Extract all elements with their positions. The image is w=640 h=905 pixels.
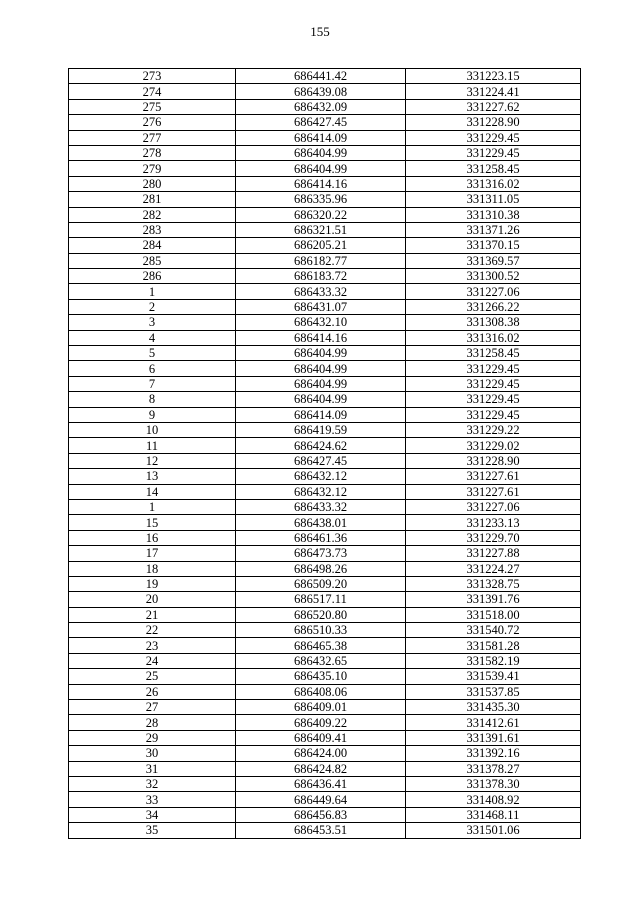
table-row (69, 176, 581, 191)
page-number: 155 (310, 24, 330, 39)
y-coordinate-cell: 331316.02 (406, 176, 581, 191)
table-row (69, 561, 581, 576)
y-coordinate-cell: 331369.57 (406, 253, 581, 268)
x-coordinate-cell: 686438.01 (236, 515, 406, 530)
x-coordinate-cell: 686432.12 (236, 469, 406, 484)
y-coordinate-cell: 331378.30 (406, 776, 581, 791)
table-row (69, 207, 581, 222)
point-number-cell: 4 (69, 330, 236, 345)
point-number-cell: 274 (69, 84, 236, 99)
y-coordinate-cell: 331311.05 (406, 192, 581, 207)
y-coordinate-cell: 331266.22 (406, 299, 581, 314)
x-coordinate-cell: 686424.00 (236, 746, 406, 761)
y-coordinate-cell: 331582.19 (406, 653, 581, 668)
table-row (69, 422, 581, 437)
y-coordinate-cell: 331224.41 (406, 84, 581, 99)
point-number-cell: 22 (69, 623, 236, 638)
y-coordinate-cell: 331229.70 (406, 530, 581, 545)
y-coordinate-cell: 331227.61 (406, 484, 581, 499)
x-coordinate-cell: 686456.83 (236, 807, 406, 822)
x-coordinate-cell: 686404.99 (236, 376, 406, 391)
table-row (69, 161, 581, 176)
table-row (69, 823, 581, 838)
y-coordinate-cell: 331223.15 (406, 69, 581, 84)
table-row (69, 607, 581, 622)
x-coordinate-cell: 686432.10 (236, 315, 406, 330)
table-row (69, 99, 581, 114)
y-coordinate-cell: 331370.15 (406, 238, 581, 253)
point-number-cell: 33 (69, 792, 236, 807)
x-coordinate-cell: 686432.12 (236, 484, 406, 499)
y-coordinate-cell: 331435.30 (406, 700, 581, 715)
table-row (69, 592, 581, 607)
coordinates-table-body (69, 69, 581, 839)
table-row (69, 130, 581, 145)
point-number-cell: 19 (69, 576, 236, 591)
point-number-cell: 279 (69, 161, 236, 176)
table-row (69, 284, 581, 299)
x-coordinate-cell: 686427.45 (236, 453, 406, 468)
point-number-cell: 21 (69, 607, 236, 622)
y-coordinate-cell: 331328.75 (406, 576, 581, 591)
table-row (69, 376, 581, 391)
x-coordinate-cell: 686427.45 (236, 115, 406, 130)
point-number-cell: 5 (69, 346, 236, 361)
point-number-cell: 10 (69, 422, 236, 437)
point-number-cell: 20 (69, 592, 236, 607)
x-coordinate-cell: 686320.22 (236, 207, 406, 222)
x-coordinate-cell: 686465.38 (236, 638, 406, 653)
point-number-cell: 24 (69, 653, 236, 668)
y-coordinate-cell: 331227.62 (406, 99, 581, 114)
table-row (69, 807, 581, 822)
x-coordinate-cell: 686335.96 (236, 192, 406, 207)
y-coordinate-cell: 331310.38 (406, 207, 581, 222)
table-row (69, 69, 581, 84)
x-coordinate-cell: 686449.64 (236, 792, 406, 807)
y-coordinate-cell: 331229.02 (406, 438, 581, 453)
x-coordinate-cell: 686409.01 (236, 700, 406, 715)
point-number-cell: 283 (69, 222, 236, 237)
point-number-cell: 29 (69, 730, 236, 745)
y-coordinate-cell: 331408.92 (406, 792, 581, 807)
point-number-cell: 35 (69, 823, 236, 838)
table-row (69, 361, 581, 376)
table-row (69, 238, 581, 253)
y-coordinate-cell: 331224.27 (406, 561, 581, 576)
y-coordinate-cell: 331540.72 (406, 623, 581, 638)
point-number-cell: 7 (69, 376, 236, 391)
x-coordinate-cell: 686432.65 (236, 653, 406, 668)
x-coordinate-cell: 686435.10 (236, 669, 406, 684)
table-row (69, 669, 581, 684)
x-coordinate-cell: 686404.99 (236, 145, 406, 160)
table-row (69, 700, 581, 715)
table-row (69, 530, 581, 545)
y-coordinate-cell: 331229.45 (406, 376, 581, 391)
table-row (69, 546, 581, 561)
x-coordinate-cell: 686498.26 (236, 561, 406, 576)
point-number-cell: 17 (69, 546, 236, 561)
point-number-cell: 14 (69, 484, 236, 499)
y-coordinate-cell: 331501.06 (406, 823, 581, 838)
table-row (69, 576, 581, 591)
point-number-cell: 25 (69, 669, 236, 684)
x-coordinate-cell: 686432.09 (236, 99, 406, 114)
x-coordinate-cell: 686409.22 (236, 715, 406, 730)
y-coordinate-cell: 331308.38 (406, 315, 581, 330)
x-coordinate-cell: 686409.41 (236, 730, 406, 745)
point-number-cell: 27 (69, 700, 236, 715)
point-number-cell: 16 (69, 530, 236, 545)
point-number-cell: 278 (69, 145, 236, 160)
table-row (69, 638, 581, 653)
table-row (69, 730, 581, 745)
y-coordinate-cell: 331316.02 (406, 330, 581, 345)
table-row (69, 222, 581, 237)
y-coordinate-cell: 331229.45 (406, 130, 581, 145)
x-coordinate-cell: 686404.99 (236, 392, 406, 407)
table-row (69, 346, 581, 361)
point-number-cell: 285 (69, 253, 236, 268)
table-row (69, 407, 581, 422)
y-coordinate-cell: 331378.27 (406, 761, 581, 776)
table-row (69, 792, 581, 807)
point-number-cell: 281 (69, 192, 236, 207)
x-coordinate-cell: 686408.06 (236, 684, 406, 699)
y-coordinate-cell: 331300.52 (406, 269, 581, 284)
table-row (69, 330, 581, 345)
table-row (69, 392, 581, 407)
table-row (69, 145, 581, 160)
point-number-cell: 286 (69, 269, 236, 284)
y-coordinate-cell: 331258.45 (406, 346, 581, 361)
x-coordinate-cell: 686404.99 (236, 161, 406, 176)
y-coordinate-cell: 331229.45 (406, 145, 581, 160)
point-number-cell: 8 (69, 392, 236, 407)
table-row (69, 299, 581, 314)
x-coordinate-cell: 686414.16 (236, 330, 406, 345)
y-coordinate-cell: 331227.88 (406, 546, 581, 561)
x-coordinate-cell: 686453.51 (236, 823, 406, 838)
y-coordinate-cell: 331229.45 (406, 407, 581, 422)
y-coordinate-cell: 331258.45 (406, 161, 581, 176)
point-number-cell: 282 (69, 207, 236, 222)
y-coordinate-cell: 331371.26 (406, 222, 581, 237)
point-number-cell: 275 (69, 99, 236, 114)
x-coordinate-cell: 686431.07 (236, 299, 406, 314)
point-number-cell: 13 (69, 469, 236, 484)
table-row (69, 315, 581, 330)
table-row (69, 453, 581, 468)
point-number-cell: 277 (69, 130, 236, 145)
point-number-cell: 18 (69, 561, 236, 576)
y-coordinate-cell: 331229.22 (406, 422, 581, 437)
table-row (69, 192, 581, 207)
x-coordinate-cell: 686520.80 (236, 607, 406, 622)
table-row (69, 653, 581, 668)
x-coordinate-cell: 686414.09 (236, 407, 406, 422)
y-coordinate-cell: 331227.06 (406, 284, 581, 299)
y-coordinate-cell: 331391.76 (406, 592, 581, 607)
x-coordinate-cell: 686414.16 (236, 176, 406, 191)
x-coordinate-cell: 686510.33 (236, 623, 406, 638)
coordinates-table (68, 68, 581, 839)
y-coordinate-cell: 331229.45 (406, 392, 581, 407)
point-number-cell: 9 (69, 407, 236, 422)
point-number-cell: 280 (69, 176, 236, 191)
x-coordinate-cell: 686509.20 (236, 576, 406, 591)
table-row (69, 746, 581, 761)
table-row (69, 776, 581, 791)
point-number-cell: 12 (69, 453, 236, 468)
y-coordinate-cell: 331227.06 (406, 499, 581, 514)
x-coordinate-cell: 686419.59 (236, 422, 406, 437)
point-number-cell: 1 (69, 284, 236, 299)
y-coordinate-cell: 331537.85 (406, 684, 581, 699)
table-row (69, 253, 581, 268)
x-coordinate-cell: 686182.77 (236, 253, 406, 268)
y-coordinate-cell: 331392.16 (406, 746, 581, 761)
y-coordinate-cell: 331581.28 (406, 638, 581, 653)
y-coordinate-cell: 331229.45 (406, 361, 581, 376)
table-row (69, 469, 581, 484)
point-number-cell: 32 (69, 776, 236, 791)
point-number-cell: 11 (69, 438, 236, 453)
point-number-cell: 273 (69, 69, 236, 84)
point-number-cell: 1 (69, 499, 236, 514)
point-number-cell: 30 (69, 746, 236, 761)
x-coordinate-cell: 686461.36 (236, 530, 406, 545)
table-row (69, 761, 581, 776)
x-coordinate-cell: 686205.21 (236, 238, 406, 253)
y-coordinate-cell: 331227.61 (406, 469, 581, 484)
x-coordinate-cell: 686517.11 (236, 592, 406, 607)
table-row (69, 684, 581, 699)
y-coordinate-cell: 331228.90 (406, 453, 581, 468)
point-number-cell: 3 (69, 315, 236, 330)
y-coordinate-cell: 331518.00 (406, 607, 581, 622)
x-coordinate-cell: 686441.42 (236, 69, 406, 84)
x-coordinate-cell: 686404.99 (236, 346, 406, 361)
point-number-cell: 15 (69, 515, 236, 530)
x-coordinate-cell: 686439.08 (236, 84, 406, 99)
table-row (69, 269, 581, 284)
y-coordinate-cell: 331228.90 (406, 115, 581, 130)
x-coordinate-cell: 686433.32 (236, 284, 406, 299)
point-number-cell: 6 (69, 361, 236, 376)
y-coordinate-cell: 331412.61 (406, 715, 581, 730)
table-row (69, 515, 581, 530)
point-number-cell: 28 (69, 715, 236, 730)
x-coordinate-cell: 686424.82 (236, 761, 406, 776)
point-number-cell: 23 (69, 638, 236, 653)
x-coordinate-cell: 686424.62 (236, 438, 406, 453)
x-coordinate-cell: 686404.99 (236, 361, 406, 376)
table-row (69, 623, 581, 638)
x-coordinate-cell: 686436.41 (236, 776, 406, 791)
y-coordinate-cell: 331233.13 (406, 515, 581, 530)
x-coordinate-cell: 686433.32 (236, 499, 406, 514)
x-coordinate-cell: 686183.72 (236, 269, 406, 284)
table-row (69, 438, 581, 453)
y-coordinate-cell: 331539.41 (406, 669, 581, 684)
point-number-cell: 34 (69, 807, 236, 822)
point-number-cell: 26 (69, 684, 236, 699)
y-coordinate-cell: 331468.11 (406, 807, 581, 822)
table-row (69, 499, 581, 514)
x-coordinate-cell: 686414.09 (236, 130, 406, 145)
point-number-cell: 284 (69, 238, 236, 253)
table-row (69, 484, 581, 499)
table-row (69, 115, 581, 130)
y-coordinate-cell: 331391.61 (406, 730, 581, 745)
x-coordinate-cell: 686473.73 (236, 546, 406, 561)
table-row (69, 84, 581, 99)
point-number-cell: 31 (69, 761, 236, 776)
point-number-cell: 2 (69, 299, 236, 314)
table-row (69, 715, 581, 730)
point-number-cell: 276 (69, 115, 236, 130)
x-coordinate-cell: 686321.51 (236, 222, 406, 237)
